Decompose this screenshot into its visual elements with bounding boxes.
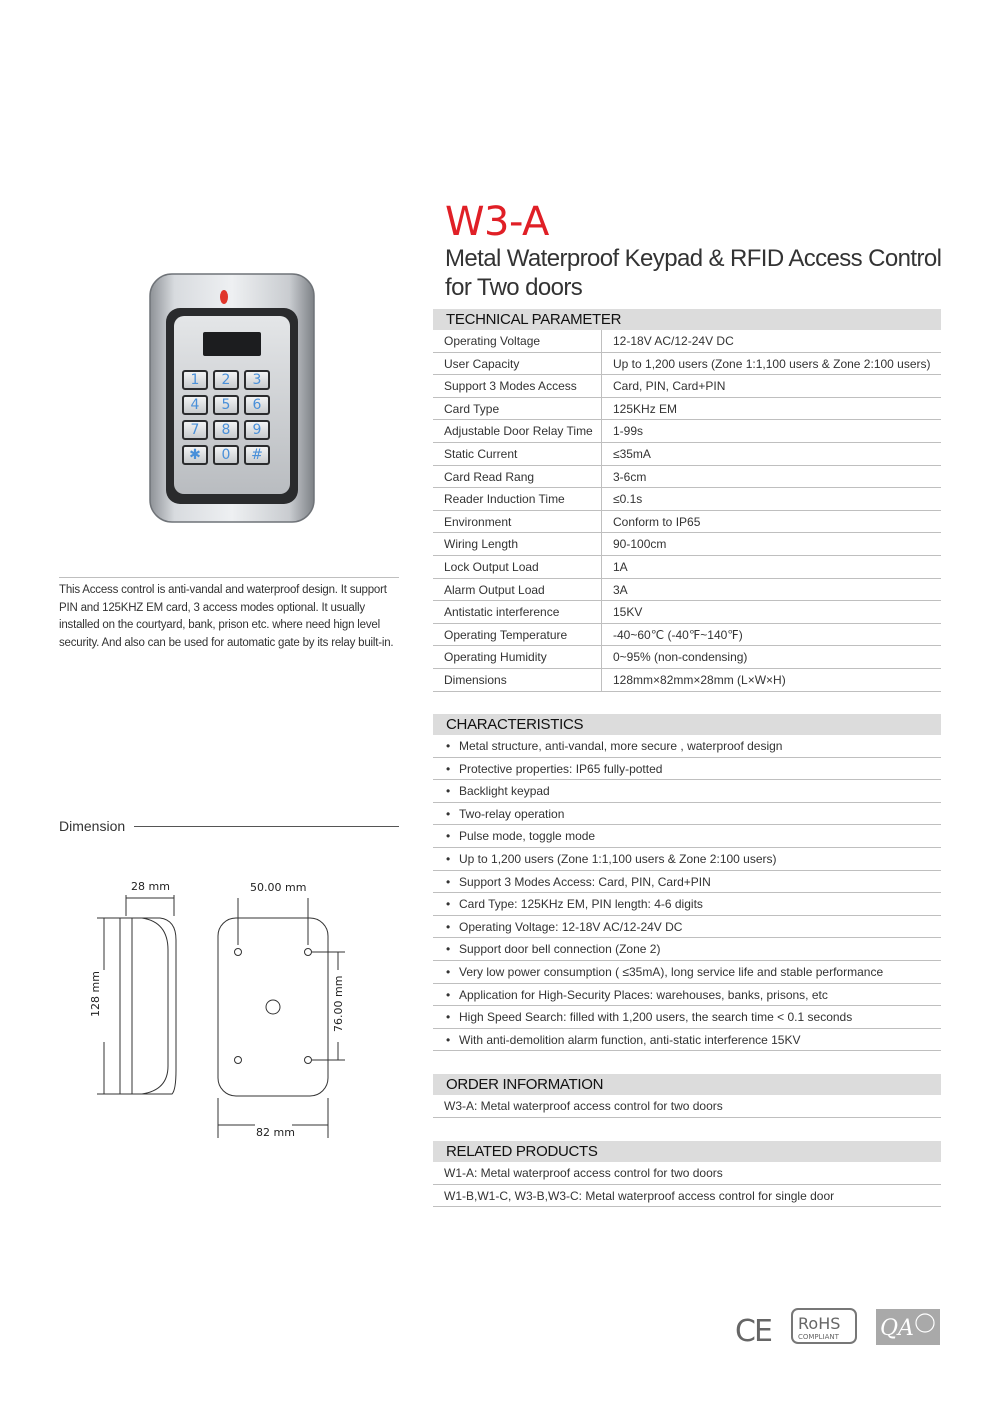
bullet-icon: • xyxy=(446,1032,451,1047)
bullet-icon: • xyxy=(446,987,451,1002)
characteristic-text: With anti-demolition alarm function, anti-static interference 15KV xyxy=(459,1032,801,1047)
dim-hole-height-label: 76.00 mm xyxy=(332,975,345,1032)
characteristic-text: Metal structure, anti-vandal, more secure , waterproof design xyxy=(459,739,783,753)
bullet-icon: • xyxy=(446,964,451,979)
technical-row-value: -40~60℃ (-40℉~140℉) xyxy=(613,627,743,642)
technical-row-label: Support 3 Modes Access xyxy=(444,379,577,394)
characteristic-text: Very low power consumption ( ≤35mA), long service life and stable performance xyxy=(459,964,884,979)
column-divider xyxy=(601,646,602,668)
technical-row-value: Up to 1,200 users (Zone 1:1,100 users & Zone 2:100 users) xyxy=(613,356,931,371)
keypad-key: # xyxy=(244,445,270,465)
description-line-3: installed on the courtyard, bank, prison etc. where need hign level xyxy=(59,619,380,631)
technical-row-label: Card Type xyxy=(444,401,500,416)
technical-row-label: Lock Output Load xyxy=(444,559,539,574)
technical-row-label: Operating Voltage xyxy=(444,334,541,348)
subtitle-line-2: for Two doors xyxy=(445,274,583,301)
technical-row xyxy=(433,601,941,624)
technical-row-label: Antistatic interference xyxy=(444,605,560,620)
bullet-icon: • xyxy=(446,761,451,776)
dim-hole-width-label: 50.00 mm xyxy=(250,881,307,894)
technical-row-label: Dimensions xyxy=(444,672,507,687)
keypad xyxy=(182,370,274,470)
technical-row-label: Adjustable Door Relay Time xyxy=(444,424,593,439)
characteristics-header: CHARACTERISTICS xyxy=(433,714,941,735)
characteristic-item xyxy=(433,1029,941,1052)
characteristic-item xyxy=(433,984,941,1007)
bullet-icon: • xyxy=(446,829,451,844)
technical-row-value: 1A xyxy=(613,559,628,574)
technical-row xyxy=(433,511,941,534)
technical-row-value: 0~95% (non-condensing) xyxy=(613,650,748,665)
characteristic-text: Two-relay operation xyxy=(459,806,565,821)
technical-row-value: ≤35mA xyxy=(613,446,651,461)
characteristic-text: Pulse mode, toggle mode xyxy=(459,829,596,844)
technical-row-value: ≤0.1s xyxy=(613,492,643,507)
technical-row-label: Reader Induction Time xyxy=(444,492,565,507)
characteristics-section xyxy=(433,714,941,1051)
description-line-1: This Access control is anti-vandal and waterproof design. It support xyxy=(59,584,387,596)
characteristic-item xyxy=(433,803,941,826)
characteristic-text: Operating Voltage: 12-18V AC/12-24V DC xyxy=(459,919,683,934)
technical-row-label: User Capacity xyxy=(444,356,520,371)
column-divider xyxy=(601,353,602,375)
technical-row-label: Environment xyxy=(444,514,512,529)
bullet-icon: • xyxy=(446,806,451,821)
technical-row xyxy=(433,624,941,647)
technical-row-value: Card, PIN, Card+PIN xyxy=(613,379,726,394)
bullet-icon: • xyxy=(446,851,451,866)
dim-depth-label: 28 mm xyxy=(131,880,170,893)
technical-row xyxy=(433,330,941,353)
column-divider xyxy=(601,511,602,533)
technical-row xyxy=(433,556,941,579)
dim-width-label: 82 mm xyxy=(256,1126,295,1139)
keypad-key: 5 xyxy=(213,395,239,415)
technical-row-value: 12-18V AC/12-24V DC xyxy=(613,334,734,348)
keypad-key: 8 xyxy=(213,420,239,440)
rohs-logo-text: RoHS xyxy=(798,1314,841,1333)
keypad-key: 7 xyxy=(182,420,208,440)
characteristic-item xyxy=(433,871,941,894)
technical-row-label: Wiring Length xyxy=(444,537,519,552)
related-product-item: W1-B,W1-C, W3-B,W3-C: Metal waterproof access control for single door xyxy=(433,1185,941,1208)
technical-row-label: Alarm Output Load xyxy=(444,582,545,597)
technical-parameter-header: TECHNICAL PARAMETER xyxy=(433,309,941,330)
column-divider xyxy=(601,466,602,488)
order-information-header: ORDER INFORMATION xyxy=(433,1074,941,1095)
bullet-icon: • xyxy=(446,1010,451,1025)
technical-row-value: 3A xyxy=(613,582,628,597)
characteristic-text: Protective properties: IP65 fully-potted xyxy=(459,761,663,776)
column-divider xyxy=(601,533,602,555)
technical-row xyxy=(433,443,941,466)
characteristic-item xyxy=(433,961,941,984)
keypad-key: 1 xyxy=(182,370,208,390)
column-divider xyxy=(601,420,602,442)
characteristic-text: High Speed Search: filled with 1,200 users, the search time < 0.1 seconds xyxy=(459,1010,853,1025)
column-divider xyxy=(601,398,602,420)
characteristic-text: Up to 1,200 users (Zone 1:1,100 users & Zone 2:100 users) xyxy=(459,851,777,866)
technical-row-label: Static Current xyxy=(444,446,518,461)
keypad-key: 3 xyxy=(244,370,270,390)
technical-row xyxy=(433,488,941,511)
technical-row-value: 1-99s xyxy=(613,424,644,439)
technical-row xyxy=(433,533,941,556)
technical-row-value: 15KV xyxy=(613,605,643,620)
column-divider xyxy=(601,375,602,397)
related-products-header: RELATED PRODUCTS xyxy=(433,1141,941,1162)
technical-row xyxy=(433,398,941,421)
characteristic-text: Support door bell connection (Zone 2) xyxy=(459,942,661,957)
characteristic-item xyxy=(433,938,941,961)
characteristic-item xyxy=(433,735,941,758)
technical-parameter-section xyxy=(433,309,941,692)
column-divider xyxy=(601,579,602,601)
characteristic-item xyxy=(433,893,941,916)
column-divider xyxy=(601,443,602,465)
characteristic-item xyxy=(433,1006,941,1029)
bullet-icon: • xyxy=(446,874,451,889)
related-products-section xyxy=(433,1141,941,1207)
technical-row xyxy=(433,646,941,669)
keypad-key: 4 xyxy=(182,395,208,415)
dimension-divider xyxy=(134,826,399,827)
characteristic-text: Backlight keypad xyxy=(459,784,550,799)
technical-row-value: Conform to IP65 xyxy=(613,514,701,529)
dimension-drawing xyxy=(80,870,370,1150)
keypad-key: 2 xyxy=(213,370,239,390)
technical-row-label: Operating Humidity xyxy=(444,650,547,665)
technical-row xyxy=(433,579,941,602)
technical-row xyxy=(433,420,941,443)
product-subtitle xyxy=(445,244,945,302)
dimension-title: Dimension xyxy=(59,818,126,834)
technical-row xyxy=(433,669,941,692)
technical-row-value: 90-100cm xyxy=(613,537,667,552)
keypad-key: ✱ xyxy=(182,445,208,465)
keypad-key: 6 xyxy=(244,395,270,415)
column-divider xyxy=(601,601,602,623)
characteristic-item xyxy=(433,916,941,939)
order-item: W3-A: Metal waterproof access control for two doors xyxy=(433,1095,941,1118)
order-information-section xyxy=(433,1074,941,1118)
characteristic-item xyxy=(433,780,941,803)
dim-length-label: 128 mm xyxy=(89,971,102,1017)
keypad-key: 0 xyxy=(213,445,239,465)
qa-logo-text: QA xyxy=(880,1316,914,1341)
bullet-icon: • xyxy=(446,942,451,957)
characteristic-item xyxy=(433,758,941,781)
description-line-2: PIN and 125KHZ EM card, 3 access modes optional. It usually xyxy=(59,601,365,614)
bullet-icon: • xyxy=(446,919,451,934)
product-description xyxy=(59,577,399,652)
product-model-title: W3-A xyxy=(445,199,549,245)
column-divider xyxy=(601,488,602,510)
bullet-icon: • xyxy=(446,739,451,753)
keypad-key: 9 xyxy=(244,420,270,440)
characteristic-text: Support 3 Modes Access: Card, PIN, Card+PIN xyxy=(459,874,711,889)
bullet-icon: • xyxy=(446,897,451,912)
subtitle-line-1: Metal Waterproof Keypad & RFID Access Control xyxy=(445,245,942,272)
characteristic-item xyxy=(433,825,941,848)
technical-row xyxy=(433,466,941,489)
technical-row-value: 3-6cm xyxy=(613,469,647,484)
rohs-compliant-text: COMPLIANT xyxy=(798,1333,839,1341)
certification-logos xyxy=(735,1307,945,1347)
column-divider xyxy=(601,330,602,352)
characteristic-text: Application for High-Security Places: warehouses, banks, prisons, etc xyxy=(459,987,828,1002)
bullet-icon: • xyxy=(446,784,451,799)
technical-row-value: 128mm×82mm×28mm (L×W×H) xyxy=(613,672,786,687)
description-line-4: security. And also can be used for automatic gate by its relay built-in. xyxy=(59,636,394,649)
column-divider xyxy=(601,624,602,646)
ce-mark-logo: CE xyxy=(735,1314,771,1347)
characteristic-text: Card Type: 125KHz EM, PIN length: 4-6 digits xyxy=(459,897,703,912)
technical-row-label: Operating Temperature xyxy=(444,627,568,642)
technical-row-value: 125KHz EM xyxy=(613,401,678,416)
technical-row xyxy=(433,375,941,398)
characteristic-item xyxy=(433,848,941,871)
column-divider xyxy=(601,669,602,691)
technical-row-label: Card Read Rang xyxy=(444,469,535,484)
technical-row xyxy=(433,353,941,376)
column-divider xyxy=(601,556,602,578)
related-product-item: W1-A: Metal waterproof access control for two doors xyxy=(433,1162,941,1185)
